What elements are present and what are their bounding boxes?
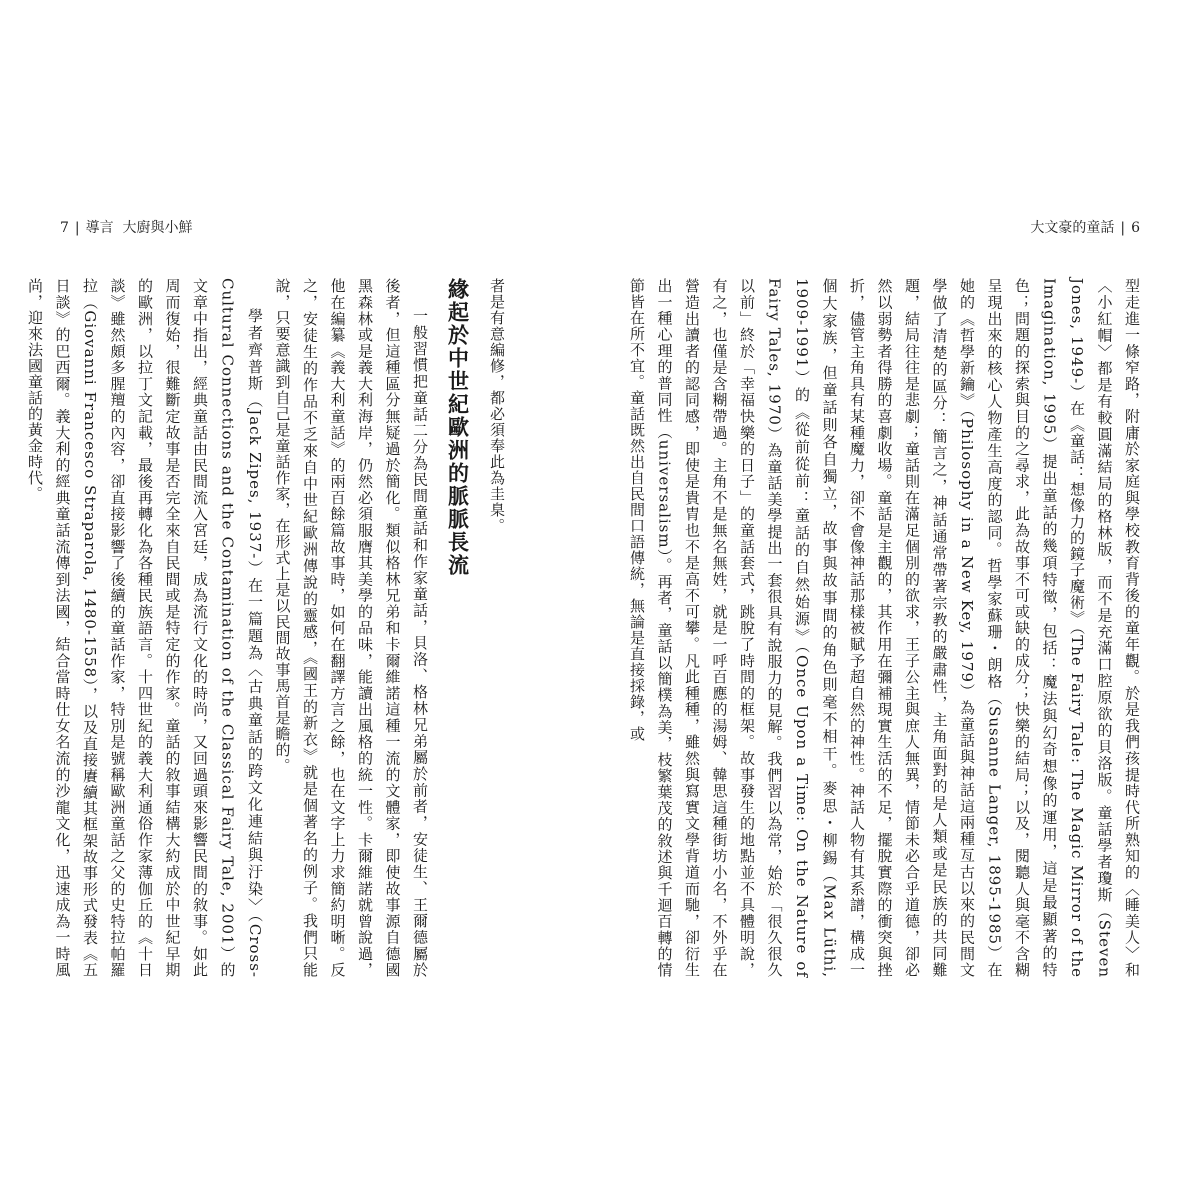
left-page-number: 7 [60, 220, 69, 236]
left-page-body [26, 278, 510, 978]
lead-in-text: 者是有意編修，都必須奉此為圭臬。 [488, 278, 506, 534]
book-title: 大文豪的童話 [1030, 220, 1115, 236]
paragraph: 一般習慣把童話二分為民間童話和作家童話，貝洛、格林兄弟屬於前者，安徒生、王爾德屬於後者，但這種區分無疑過於簡化。類似格林兄弟和卡爾維諾這種一流的文體家，即使故事源自德國黑森林或是義大利海岸，仍然必須服膺其美學的品味，能讀出風格的統一性。卡爾維諾就曾說過，他在編纂《義大利童話》的兩百餘篇故事時，如何在翻譯方言之餘，也在文字上力求簡約明晰。反之，安徒生的作品不乏來自中世紀歐洲傳說的靈感，《國王的新衣》就是個著名的例子。我們只能說，只要意識到自己是童話作家，在形式上是以民間故事馬首是瞻的。 [273, 278, 429, 978]
chapter-label: 導言 [85, 220, 114, 236]
section-heading: 緣起於中世紀歐洲的脈脈長流 [445, 278, 470, 577]
right-running-head [1030, 219, 1140, 237]
paragraph: 型走進一條窄路，附庸於家庭與學校教育背後的童年觀。於是我們孩提時代所熟知的〈睡美人〉和〈小紅帽〉都是有較圓滿結局的格林版，而不是充滿口腔原欲的貝洛版。童話學者瓊斯（Steven Jones, 1949-）在《童話：想像力的鏡子魔術》（The Fairy Tale: The Magic Mirror of the Imagination, 1995）提出童話的幾項特徵，包括：魔法與幻奇想像的運用，這是最顯著的特色；問題的探索與目的之尋求，此為故事不可或缺的成分；快樂的結局；以及，閱聽人與毫不含糊呈現出來的核心人物產生高度的認同。哲學家蘇珊・朗格（Susanne Langer, 1895-1985）在她的《哲學新鑰》（Philosophy in a New Key, 1979）為童話與神話這兩種亙古以來的民間文學做了清楚的區分：簡言之，神話通常帶著宗教的嚴肅性，主角面對的是人類或是民族的共同難題，結局往往是悲劇；童話則在滿足個別的欲求，王子公主與庶人無異，情節未必合乎道德，卻必然以弱勢者得勝的喜劇收場。童話是主觀的，其作用在彌補現實生活的不足，擺脫實際的衝突與挫折，儘管主角具有某種魔力，卻不會像神話那樣被賦予超自然的神性。神話人物有其系譜，構成一個大家族，但童話則各自獨立，故事與故事間的角色則毫不相干。麥思・柳錫（Max Lüthi, 1909-1991）的《從前從前：童話的自然始源》（Once Upon a Time: On the Nature of Fairy Tales, 1970）為童話美學提出一套很具有說服力的見解。我們習以為常，始於「很久很久以前」終於「幸福快樂的日子」的童話套式，跳脫了時間的框架。故事發生的地點並不具體明說，有之，也僅是含糊帶過。主角不是無名無姓，就是一呼百應的湯姆、韓思這種街坊小名，不外乎在營造出讀者的認同感，即使是貴胄也不是高不可攀。凡此種種，雖然與寫實文學背道而馳，卻衍生出一種心理的普同性（universalism）。再者，童話以簡樸為美，枝繁葉茂的敘述與千迴百轉的情節皆在所不宜。童話既然出自民間口語傳統，無論是直接採錄，或 [628, 278, 1141, 978]
running-head-divider: | [1120, 220, 1126, 236]
chapter-title: 大廚與小鮮 [122, 220, 193, 236]
running-head-divider: | [74, 220, 80, 236]
paragraph: 學者齊普斯（Jack Zipes, 1937-）在一篇題為〈古典童話的跨文化連結與汙染〉（Cross-Cultural Connections and the Contamination of the Classical Fairy Tale, 2001）的文章中指出，經典童話由民間流入宮廷，成為流行文化的時尚，又回過頭來影響民間的敘事。如此周而復始，很難斷定故事是否完全來自民間或是特定的作家。童話的敘事結構大約成於中世紀早期的歐洲，以拉丁文記載，最後再轉化為各種民族語言。十四世紀的義大利通俗作家薄伽丘的《十日談》雖然頗多腥羶的內容，卻直接影響了後續的童話作家，特別是號稱歐洲童話之父的史特拉帕羅拉（Giovanni Francesco Straparola, 1480-1558），以及直接賡續其框架故事形式發表《五日談》的巴西爾。義大利的經典童話流傳到法國，結合當時仕女名流的沙龍文化，迅速成為一時風尚，迎來法國童話的黃金時代。 [26, 278, 264, 978]
left-running-head [60, 219, 193, 237]
right-page-number: 6 [1131, 220, 1140, 236]
right-page-body [628, 278, 1145, 978]
